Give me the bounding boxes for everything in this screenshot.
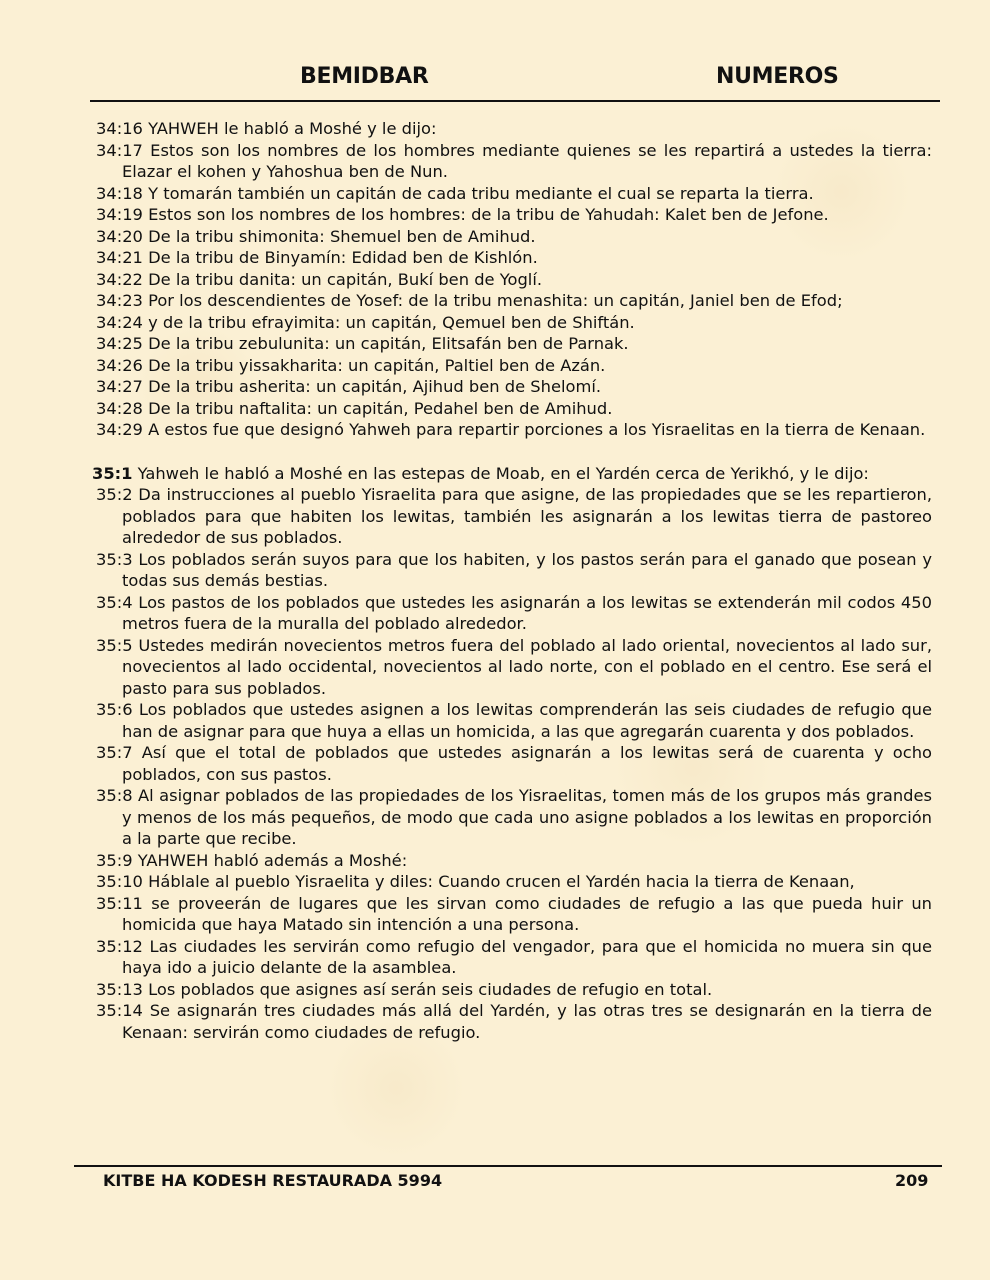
verse-34-17: 34:17 Estos son los nombres de los hombres mediante quienes se les repartirá a ustedes la tierra: Elazar el kohen y Yahoshua ben de Nun. xyxy=(96,140,932,181)
book-title-spanish: NUMEROS xyxy=(716,64,839,89)
verse-34-23: 34:23 Por los descendientes de Yosef: de la tribu menashita: un capitán, Janiel ben de Efod; xyxy=(96,291,843,310)
verse-34-28: 34:28 De la tribu naftalita: un capitán, Pedahel ben de Amihud. xyxy=(96,398,613,418)
chapter-text xyxy=(92,118,932,1043)
verse-35-12: 35:12 Las ciudades les servirán como refugio del vengador, para que el homicida no muera sin que haya ido a juicio delante de la asamblea. xyxy=(96,936,932,977)
page-number: 209 xyxy=(895,1171,929,1190)
verse-35-7: 35:7 Así que el total de poblados que ustedes asignarán a los lewitas será de cuarenta y ocho poblados, con sus pastos. xyxy=(96,743,932,784)
verse-35-4: 35:4 Los pastos de los poblados que ustedes les asignarán a los lewitas se extenderán mil codos 450 metros fuera de la muralla del poblado alrededor. xyxy=(96,592,932,633)
verse-35-9: 35:9 YAHWEH habló además a Moshé: xyxy=(96,850,408,870)
header-divider xyxy=(90,100,940,102)
footer-divider xyxy=(74,1165,942,1167)
verse-35-10: 35:10 Háblale al pueblo Yisraelita y diles: Cuando crucen el Yardén hacia la tierra de Kenaan, xyxy=(96,872,855,891)
chapter-gap xyxy=(96,441,932,463)
verse-35-13: 35:13 Los poblados que asignes así serán seis ciudades de refugio en total. xyxy=(96,979,713,999)
verse-35-1 xyxy=(92,463,932,485)
verse-34-21: 34:21 De la tribu de Binyamín: Edidad ben de Kishlón. xyxy=(96,248,538,267)
page-header xyxy=(92,64,940,94)
verse-34-20: 34:20 De la tribu shimonita: Shemuel ben de Amihud. xyxy=(96,226,536,246)
verse-35-14: 35:14 Se asignarán tres ciudades más allá del Yardén, y las otras tres se designarán en la tierra de Kenaan: servirán como ciudades de refugio. xyxy=(96,1001,932,1042)
verse-34-22: 34:22 De la tribu danita: un capitán, Bukí ben de Yoglí. xyxy=(96,269,543,289)
verse-34-16: 34:16 YAHWEH le habló a Moshé y le dijo: xyxy=(96,119,437,138)
verse-34-18: 34:18 Y tomarán también un capitán de cada tribu mediante el cual se reparta la tierra. xyxy=(96,183,814,203)
verse-35-8: 35:8 Al asignar poblados de las propiedades de los Yisraelitas, tomen más de los grupos más grandes y menos de los más pequeños, de modo que cada uno asigne poblados a los lewitas en proporción a la parte que recibe. xyxy=(96,786,932,848)
verse-34-25: 34:25 De la tribu zebulunita: un capitán, Elitsafán ben de Parnak. xyxy=(96,334,629,353)
verse-35-2: 35:2 Da instrucciones al pueblo Yisraelita para que asigne, de las propiedades que se les repartieron, poblados para que habiten los lewitas, también les asignarán a los lewitas tierra de pastoreo alrededor de sus poblados. xyxy=(96,485,932,547)
verse-34-27: 34:27 De la tribu asherita: un capitán, Ajihud ben de Shelomí. xyxy=(96,377,602,396)
verse-35-6: 35:6 Los poblados que ustedes asignen a los lewitas comprenderán las seis ciudades de refugio que han de asignar para que huya a ellas un homicida, a las que agregarán cuarenta y dos poblados. xyxy=(96,700,932,741)
footer-book-name: KITBE HA KODESH RESTAURADA 5994 xyxy=(103,1171,443,1190)
chapter-35-start-ref: 35:1 xyxy=(92,463,133,483)
book-title-hebrew: BEMIDBAR xyxy=(300,64,429,89)
verse-34-19: 34:19 Estos son los nombres de los hombres: de la tribu de Yahudah: Kalet ben de Jefone. xyxy=(96,205,829,224)
verse-35-1-text: Yahweh le habló a Moshé en las estepas de Moab, en el Yardén cerca de Yerikhó, y le dijo: xyxy=(132,463,869,483)
verse-35-11: 35:11 se proveerán de lugares que les sirvan como ciudades de refugio a las que pueda huir un homicida que haya Matado sin intención a una persona. xyxy=(96,893,932,934)
verse-35-3: 35:3 Los poblados serán suyos para que los habiten, y los pastos serán para el ganado que posean y todas sus demás bestias. xyxy=(96,549,932,590)
verse-35-5: 35:5 Ustedes medirán novecientos metros fuera del poblado al lado oriental, novecientos al lado sur, novecientos al lado occidental, novecientos al lado norte, con el poblado en el centro. Ese será el pasto para sus poblados. xyxy=(96,635,932,698)
verse-34-24: 34:24 y de la tribu efrayimita: un capitán, Qemuel ben de Shiftán. xyxy=(96,312,635,332)
verse-34-29: 34:29 A estos fue que designó Yahweh para repartir porciones a los Yisraelitas en la tierra de Kenaan. xyxy=(96,420,926,439)
verse-34-26: 34:26 De la tribu yissakharita: un capitán, Paltiel ben de Azán. xyxy=(96,355,606,375)
